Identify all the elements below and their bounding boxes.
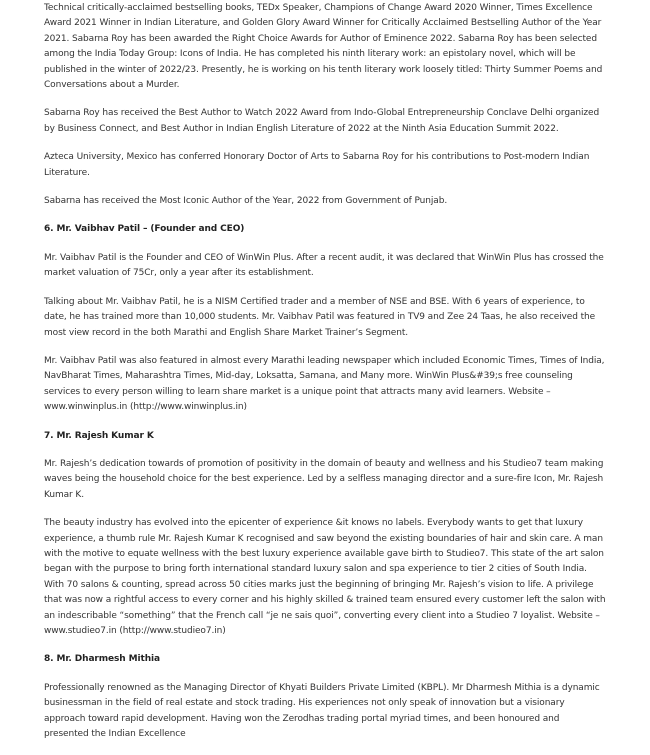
article-body — [44, 1, 606, 755]
paragraph-vaibhav-featured: Mr. Vaibhav Patil was also featured in almost every Marathi leading newspaper which included Economic Times, Times of India, NavBharat Times, Maharashtra Times, Mid-day, Loksatta, Samana, and Many more. WinWin Plus&#39;s free counseling services to every person willing to learn share market is a unique point that attracts many avid learners. Website – www.winwinplus.in (http://www.winwinplus.in) — [44, 355, 605, 413]
paragraph-sabarna-awards: Technical critically-acclaimed bestselling books, TEDx Speaker, Champions of Change Award 2020 Winner, Times Excellence Award 2021 Winner in Indian Literature, and Golden Glory Award Winner for Critically Acclaimed Bestselling Author of the Year 2021. Sabarna Roy has been awarded the Right Choice Awards for Author of Eminence 2022. Sabarna Roy has been selected among the India Today Group: Icons of India. He has completed his ninth literary work: an epistolary novel, which will be published in the winter of 2022/23. Presently, he is working on his tenth literary work loosely titled: Thirty Summer Poems and Conversations about a Murder. — [44, 3, 603, 91]
paragraph-vaibhav-trader: Talking about Mr. Vaibhav Patil, he is a NISM Certified trader and a member of NSE and BSE. With 6 years of experience, to date, he has trained more than 10,000 students. Mr. Vaibhav Patil was featured in TV9 and Zee 24 Taas, he also received the most view record in the both Marathi and English Share Market Trainer’s Segment. — [44, 296, 596, 338]
heading-dharmesh-mithia: 8. Mr. Dharmesh Mithia — [44, 654, 160, 665]
heading-vaibhav-patil: 6. Mr. Vaibhav Patil – (Founder and CEO) — [44, 224, 245, 235]
paragraph-dharmesh-intro: Professionally renowned as the Managing Director of Khyati Builders Private Limited (KBPL). Mr Dharmesh Mithia is a dynamic businessman in the field of real estate and stock trading. His experiences not only speak of innovation but a visionary approach toward rapid development. Having won the Zerodhas trading portal myriad times, and been honoured and presented the Indian Excellence — [44, 682, 600, 740]
paragraph-sabarna-punjab: Sabarna has received the Most Iconic Author of the Year, 2022 from Government of Punjab. — [44, 196, 448, 207]
paragraph-vaibhav-intro: Mr. Vaibhav Patil is the Founder and CEO of WinWin Plus. After a recent audit, it was declared that WinWin Plus has crossed the market valuation of 75Cr, only a year after its establishment. — [44, 252, 604, 279]
paragraph-rajesh-studieo7: The beauty industry has evolved into the epicenter of experience &it knows no labels. Everybody wants to get that luxury experience, a thumb rule Mr. Rajesh Kumar K recognised and saw beyond the existing boundaries of hair and skin care. A man with the motive to equate wellness with the best luxury experience available gave birth to Studieo7. This state of the art salon began with the purpose to bring forth international standard luxury salon and spa experience to tier 2 cities of South India. With 70 salons & counting, spread across 50 cities marks just the beginning of bringing Mr. Rajesh’s vision to life. A privilege that was now a rightful access to every corner and his highly skilled & trained team ensured every customer left the salon with an indescribable “something” that the French call “je ne sais quoi”, converting every client into a Studieo 7 loyalist. Website – www.studieo7.in (http://www.studieo7.in) — [44, 518, 606, 636]
heading-rajesh-kumar: 7. Mr. Rajesh Kumar K — [44, 430, 154, 441]
paragraph-rajesh-intro: Mr. Rajesh’s dedication towards of promotion of positivity in the domain of beauty and wellness and his Studieo7 team making waves being the household choice for the best experience. Led by a selfless managing director and a sure-fire Icon, Mr. Rajesh Kumar K. — [44, 458, 604, 500]
paragraph-sabarna-best-author: Sabarna Roy has received the Best Author to Watch 2022 Award from Indo-Global Entrepreneurship Conclave Delhi organized by Business Connect, and Best Author in Indian English Literature of 2022 at the Ninth Asia Education Summit 2022. — [44, 108, 600, 134]
paragraph-sabarna-doctorate: Azteca University, Mexico has conferred Honorary Doctor of Arts to Sabarna Roy for his contributions to Post-modern Indian Literature. — [44, 152, 590, 178]
